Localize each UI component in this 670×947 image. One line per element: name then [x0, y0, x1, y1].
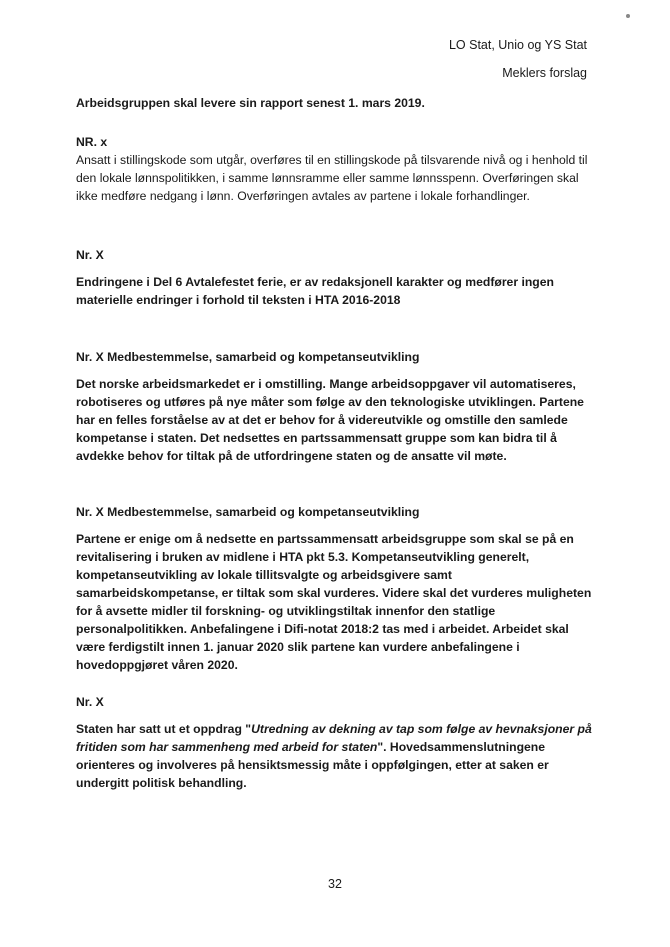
intro-text: Arbeidsgruppen skal levere sin rapport senest 1. mars 2019.	[76, 96, 425, 110]
page-number: 32	[328, 877, 342, 891]
section-1-body: Ansatt i stillingskode som utgår, overføres til en stillingskode på tilsvarende nivå og i henhold til den lokale lønnspolitikken, i samme lønnsramme eller samme lønnsspenn. Overføringen skal ikke medføre nedgang i lønn. Overføringen avtales av partene i lokale forhandlinger.	[76, 153, 588, 203]
section-4-heading: Nr. X Medbestemmelse, samarbeid og kompetanseutvikling	[76, 505, 420, 519]
section-3-heading: Nr. X Medbestemmelse, samarbeid og kompetanseutvikling	[76, 350, 420, 364]
scan-mark	[626, 14, 630, 18]
section-4-body: Partene er enige om å nedsette en partssammensatt arbeidsgruppe som skal se på en revitalisering i bruken av midlene i HTA pkt 5.3. Kompetanseutvikling generelt, kompetanseutvikling av lokale tillitsvalgte og arbeidsgivere samt samarbeidskompetanse, er tiltak som skal vurderes. Videre skal det vurderes muligheten for å avsette midler til forskning- og utviklingstiltak innenfor den statlige personalpolitikken. Anbefalingene i Difi-notat 2018:2 tas med i arbeidet. Arbeidet skal være ferdigstilt innen 1. januar 2020 slik partene kan vurdere anbefalingene i hovedoppgjøret våren 2020.	[76, 532, 592, 672]
header-proposal: Meklers forslag	[502, 66, 587, 80]
section-5-body-start: Staten har satt ut et oppdrag "	[76, 722, 252, 736]
section-2-body: Endringene i Del 6 Avtalefestet ferie, er av redaksjonell karakter og medfører ingen materielle endringer i forhold til teksten i HTA 2016-2018	[76, 275, 554, 307]
header-parties: LO Stat, Unio og YS Stat	[448, 38, 587, 52]
section-3-body: Det norske arbeidsmarkedet er i omstilling. Mange arbeidsoppgaver vil automatiseres, robotiseres og utføres på nye måter som følge av den teknologiske utviklingen. Partene har en felles forståelse av at det er behov for å videreutvikle og omstille den samlede kompetanse i staten. Det nedsettes en partssammensatt gruppe som kan bidra til å avdekke behov for tiltak på de utfordringene staten og de ansatte vil møte.	[76, 377, 584, 463]
section-5-body-end: ". Hovedsammenslutningene orienteres og involveres på hensiktsmessig måte i oppfølgingen, etter at saken er undergitt politisk behandling.	[76, 740, 549, 790]
section-5-heading: Nr. X	[76, 695, 104, 709]
section-2-heading: Nr. X	[76, 248, 104, 262]
section-1-heading: NR. x	[76, 135, 108, 149]
section-5-body-italic: Utredning av dekning av tap som følge av hevnaksjoner på fritiden som har sammenheng med arbeid for staten	[76, 722, 592, 754]
section-5-body	[76, 720, 596, 792]
